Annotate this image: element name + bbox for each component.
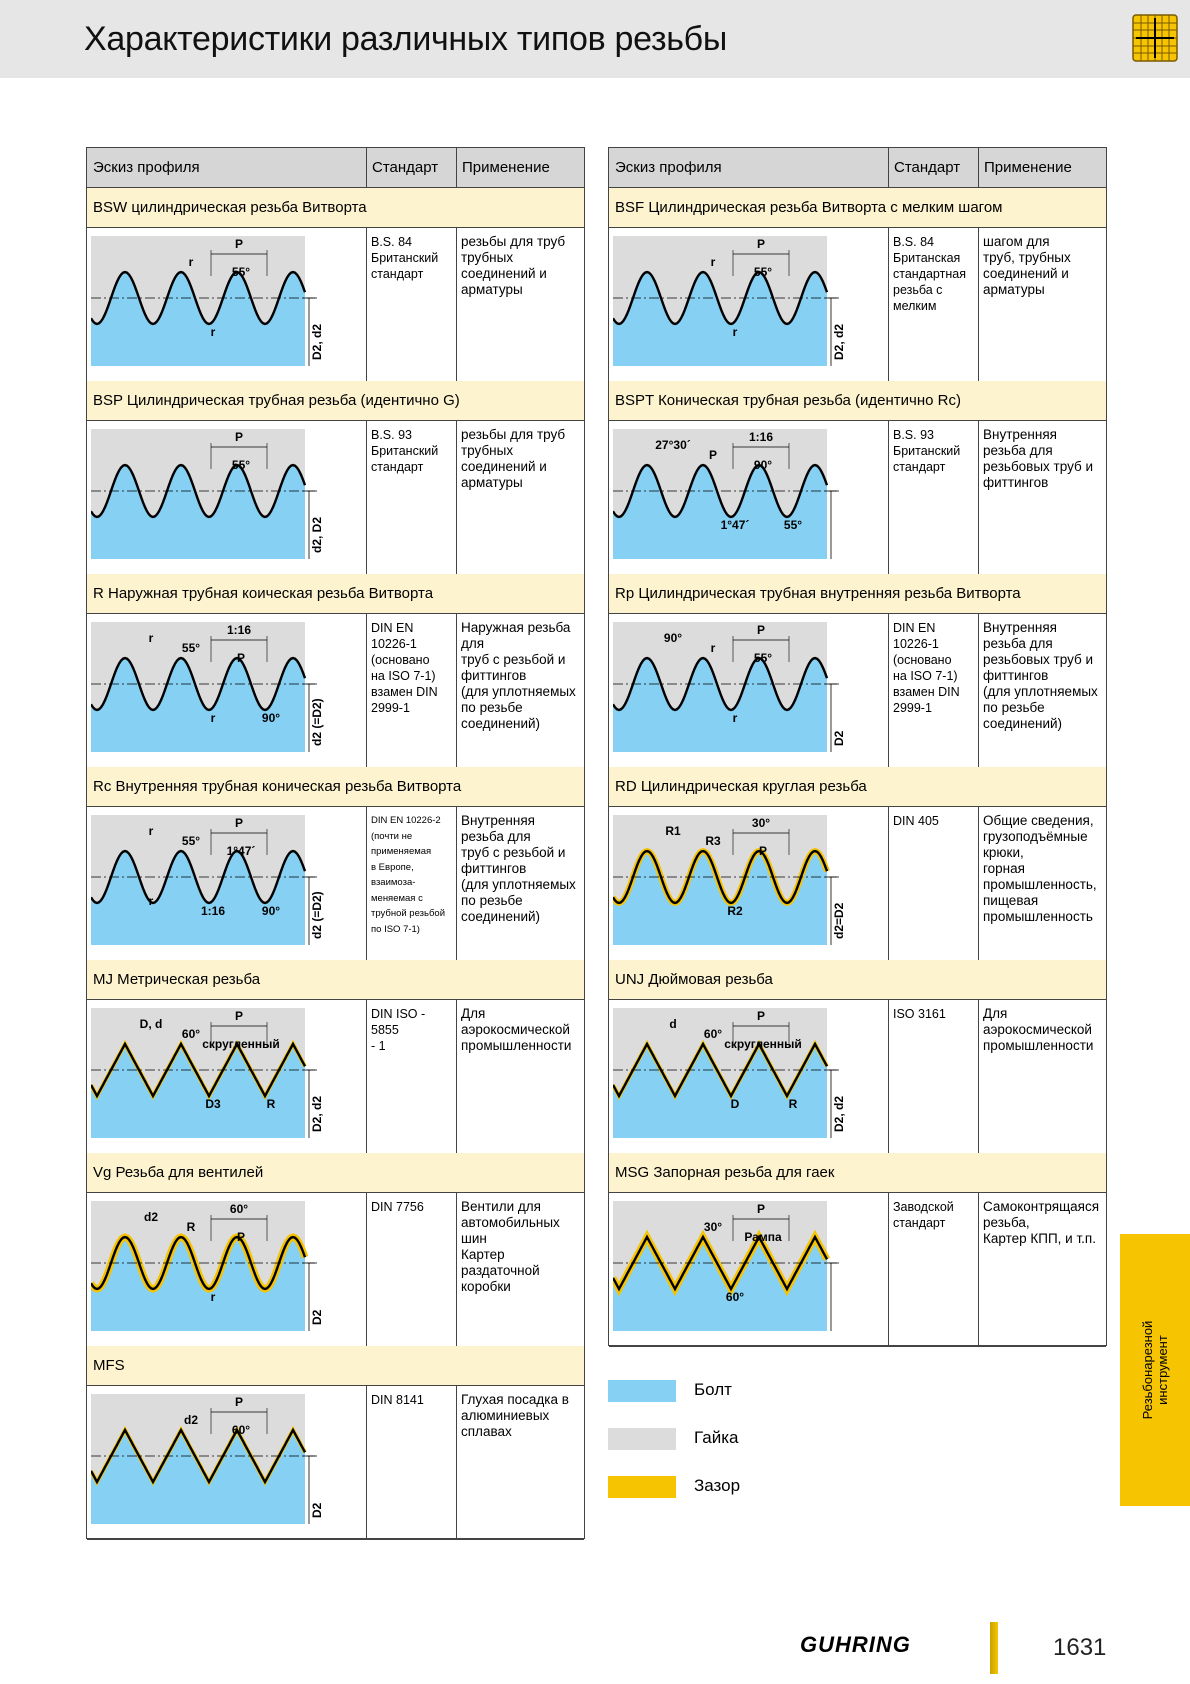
divider [456,421,457,574]
sketch-label: P [756,1202,766,1216]
right-thread-table [608,147,1107,1346]
application-line: по резьбе [461,700,523,715]
application-line: по резьбе [983,700,1045,715]
standard-line: DIN ISO - 5855 [371,1007,426,1037]
standard-line: 10226-1 [893,637,939,651]
legend-swatch-nut [608,1428,676,1450]
application-line: резьба, [983,1215,1030,1230]
application-line: (для уплотняемых [983,684,1098,699]
sketch-label: 1:16 [200,904,226,918]
thread-type-row [609,1193,1106,1347]
brand-logo: GUHRING [800,1632,911,1657]
thread-type-row [87,228,584,382]
divider [888,807,889,960]
standard-line: стандарт [893,1216,946,1230]
thread-type-title: Rp Цилиндрическая трубная внутренняя резьба Витворта [609,574,1106,614]
application-line: горная [983,861,1025,876]
application-cell [983,813,1103,925]
thread-profile-sketch [91,815,325,945]
thread-type-title: BSW цилиндрическая резьба Витворта [87,188,584,228]
thread-profile-sketch [91,429,325,559]
sketch-label: d2=D2 [832,902,846,939]
standard-line: (основано [893,653,952,667]
application-line: Картер КПП, и т.п. [983,1231,1096,1246]
sketch-label: скругленный [724,1037,802,1051]
sketch-label: r [710,255,716,269]
sketch-label: 90° [753,458,773,472]
header-sketch: Эскиз профиля [93,159,200,176]
divider [978,421,979,574]
application-line: резьба для [983,443,1053,458]
application-line: фиттингов [983,668,1049,683]
application-line: промышленность, [983,877,1097,892]
thread-profile-sketch [91,1394,325,1524]
standard-line: Британский [371,251,439,265]
application-line: Внутренняя [983,620,1057,635]
application-line: фиттингов [983,475,1049,490]
application-line: Наружная резьба [461,620,571,635]
standard-cell [893,620,975,716]
sketch-label: 60° [703,1027,723,1041]
application-cell [461,234,581,298]
sketch-label: r [210,1290,216,1304]
sketch-label: D, d [139,1017,163,1031]
sketch-label: r [732,711,738,725]
sketch-label: P [234,816,244,830]
thread-type-title: BSP Цилиндрическая трубная резьба (идентично G) [87,381,584,421]
application-line: соединений и [983,266,1069,281]
sketch-label: 1:16 [226,623,252,637]
sketch-label: d [669,1017,677,1031]
legend-label-nut: Гайка [694,1428,739,1447]
thread-profile-sketch [91,1008,325,1138]
application-line: шагом для [983,234,1050,249]
standard-line: в Европе, [371,861,414,873]
application-line: Для [983,1006,1008,1021]
sketch-label: 55° [231,458,251,472]
divider [888,421,889,574]
thread-type-title: BSF Цилиндрическая резьба Витворта с мелким шагом [609,188,1106,228]
sketch-label: P [758,844,768,858]
thread-profile-sketch [613,236,847,366]
sketch-label: d2 [183,1413,199,1427]
application-line: резьбы для труб [461,234,566,249]
sketch-label: R1 [665,824,681,838]
legend-label-gap: Зазор [694,1476,741,1495]
divider [978,1000,979,1153]
thread-type-title: MJ Метрическая резьба [87,960,584,1000]
thread-type-row [87,1000,584,1154]
table-header [87,148,584,188]
divider [366,1386,367,1539]
thread-type-title: MFS [87,1346,584,1386]
thread-profile-sketch [613,429,847,559]
thread-type-title: MSG Запорная резьба для гаек [609,1153,1106,1193]
application-line: арматуры [983,282,1045,297]
page-header [0,0,1190,78]
divider [888,614,889,767]
application-line: соединений и [461,459,547,474]
standard-line: DIN EN [371,621,414,635]
sketch-label: D2 [310,1502,324,1518]
standard-line: меняемая с [371,892,423,904]
application-line: Вентили для [461,1199,541,1214]
sketch-label: 90° [261,904,281,918]
standard-cell [371,234,453,282]
application-line: труб с резьбой и [461,652,566,667]
application-line: резьбовых труб и [983,459,1094,474]
application-cell [983,620,1103,732]
standard-cell [893,1199,975,1231]
divider [366,1193,367,1346]
header-sketch: Эскиз профиля [615,159,722,176]
sketch-label: 55° [231,265,251,279]
sketch-label: 30° [751,816,771,830]
thread-type-row [609,807,1106,961]
thread-profile-sketch [91,1201,325,1331]
standard-cell [371,1392,453,1408]
standard-cell [371,427,453,475]
application-line: арматуры [461,475,523,490]
sketch-label: 1°47´ [226,844,256,858]
application-line: резьбы для труб [461,427,566,442]
divider [366,614,367,767]
standard-line: стандарт [893,460,946,474]
standard-line: Британская [893,251,961,265]
sketch-label: 55° [753,651,773,665]
thread-grid-icon [1132,14,1178,62]
standard-cell [371,1006,453,1054]
application-cell [461,427,581,491]
application-line: Самоконтрящаяся [983,1199,1100,1214]
thread-profile-sketch [613,815,847,945]
standard-cell [893,813,975,829]
header-application: Применение [462,159,550,176]
application-line: грузоподъёмные [983,829,1088,844]
standard-line: - 1 [371,1039,386,1053]
application-line: Картер [461,1247,505,1262]
standard-line: (почти не [371,830,413,842]
sketch-label: 1:16 [748,430,774,444]
sketch-label: r [710,641,716,655]
standard-line: взамен DIN [893,685,960,699]
application-line: соединений) [983,716,1063,731]
application-cell [461,813,581,925]
standard-line: 2999-1 [371,701,410,715]
header-standard: Стандарт [372,159,439,176]
application-line: труб с резьбой и [461,845,566,860]
footer-accent-bar [990,1622,998,1674]
application-line: аэрокосмической [983,1022,1092,1037]
thread-type-title: UNJ Дюймовая резьба [609,960,1106,1000]
application-line: раздаточной [461,1263,540,1278]
sketch-label: P [234,1395,244,1409]
divider [978,807,979,960]
thread-type-title: Rc Внутренняя трубная коническая резьба Витворта [87,767,584,807]
divider [366,148,367,187]
standard-line: мелким [893,299,937,313]
legend [608,1380,808,1500]
header-application: Применение [984,159,1072,176]
standard-cell [371,813,453,937]
sketch-label: D2, d2 [832,323,846,360]
application-cell [461,1006,581,1054]
divider [366,1000,367,1153]
standard-line: B.S. 93 [371,428,412,442]
application-line: Внутренняя [461,813,535,828]
application-line: автомобильных [461,1215,560,1230]
sketch-label: d2 [143,1210,159,1224]
sketch-label: D2, d2 [310,1095,324,1132]
standard-cell [893,427,975,475]
sketch-label: P [234,237,244,251]
sketch-label: P [756,1009,766,1023]
sketch-label: R [266,1097,276,1111]
application-line: соединений) [461,716,541,731]
sketch-label: 60° [229,1202,249,1216]
thread-type-row [609,421,1106,575]
standard-cell [371,620,453,716]
divider [888,1000,889,1153]
sketch-label: r [148,894,154,908]
sketch-label: P [234,430,244,444]
divider [888,228,889,381]
standard-line: B.S. 84 [371,235,412,249]
application-line: шин [461,1231,487,1246]
divider [456,807,457,960]
thread-type-row [87,1193,584,1347]
header-standard: Стандарт [894,159,961,176]
legend-swatch-bolt [608,1380,676,1402]
sketch-label: r [210,711,216,725]
divider [456,1386,457,1539]
standard-line: взамен DIN [371,685,438,699]
sketch-label: d2 (=D2) [310,698,324,746]
application-line: Общие сведения, [983,813,1094,828]
left-thread-table [86,147,585,1539]
divider [456,1000,457,1153]
standard-line: по ISO 7-1) [371,923,420,935]
sketch-label: R [788,1097,798,1111]
application-cell [983,1006,1103,1054]
thread-type-row [609,614,1106,768]
sketch-label: r [148,631,154,645]
divider [366,421,367,574]
sketch-label: r [732,325,738,339]
application-line: алюминиевых [461,1408,550,1423]
sketch-label: P [234,1009,244,1023]
application-cell [983,427,1103,491]
sketch-label: 60° [181,1027,201,1041]
section-side-tab[interactable] [1120,1234,1190,1506]
sketch-label: 60° [725,1290,745,1304]
thread-type-row [609,1000,1106,1154]
application-line: аэрокосмической [461,1022,570,1037]
thread-profile-sketch [91,622,325,752]
application-line: Глухая посадка в [461,1392,569,1407]
sketch-label: P [708,448,718,462]
thread-type-row [87,614,584,768]
standard-line: DIN EN [893,621,936,635]
application-line: коробки [461,1279,511,1294]
application-cell [983,234,1103,298]
page-title: Характеристики различных типов резьбы [84,20,727,58]
standard-line: (основано [371,653,430,667]
application-line: арматуры [461,282,523,297]
divider [978,614,979,767]
application-line: (для уплотняемых [461,877,576,892]
standard-line: трубной резьбой [371,908,445,919]
standard-line: на ISO 7-1) [893,669,958,683]
sketch-label: D2 [310,1309,324,1325]
sketch-label: d2 (=D2) [310,891,324,939]
sketch-label: r [148,824,154,838]
standard-line: Британский [893,444,961,458]
standard-line: стандарт [371,460,424,474]
standard-line: 2999-1 [893,701,932,715]
divider [456,148,457,187]
application-line: фиттингов [461,668,527,683]
application-line: для [461,636,485,651]
standard-cell [893,1006,975,1022]
sketch-label: 55° [181,834,201,848]
sketch-label: 90° [261,711,281,725]
application-line: (для уплотняемых [461,684,576,699]
thread-type-title: R Наружная трубная коическая резьба Витворта [87,574,584,614]
divider [366,228,367,381]
page-number: 1631 [1053,1634,1107,1661]
thread-type-row [87,1386,584,1540]
sketch-label: P [756,623,766,637]
sketch-label: d2, D2 [310,516,324,553]
standard-line: B.S. 93 [893,428,934,442]
thread-type-title: BSPT Коническая трубная резьба (идентично Rc) [609,381,1106,421]
application-line: соединений) [461,909,541,924]
application-line: Для [461,1006,486,1021]
divider [456,1193,457,1346]
sketch-label: P [756,237,766,251]
application-cell [983,1199,1103,1247]
application-line: пищевая [983,893,1039,908]
application-line: Внутренняя [983,427,1057,442]
standard-line: применяемая [371,846,432,857]
divider [456,614,457,767]
sketch-label: 27°30´ [655,438,691,452]
application-line: труб, трубных [983,250,1071,265]
standard-line: DIN 405 [893,814,939,828]
sketch-label: R2 [727,904,743,918]
thread-profile-sketch [613,622,847,752]
thread-profile-sketch [613,1008,847,1138]
application-line: резьба для [461,829,531,844]
standard-line: DIN EN 10226-2 [371,815,441,826]
application-line: трубных [461,250,514,265]
sketch-label: скругленный [202,1037,280,1051]
sketch-label: R3 [705,834,721,848]
side-tab-line-1: Резьбонарезной [1140,1320,1155,1420]
application-cell [461,620,581,732]
standard-line: DIN 7756 [371,1200,424,1214]
table-header [609,148,1106,188]
application-line: промышленность [983,909,1093,924]
standard-line: на ISO 7-1) [371,669,436,683]
application-cell [461,1199,581,1295]
sketch-label: D2 [832,730,846,746]
standard-line: B.S. 84 [893,235,934,249]
thread-type-title: Vg Резьба для вентилей [87,1153,584,1193]
standard-line: резьба с [893,283,943,297]
sketch-label: D3 [205,1097,221,1111]
side-tab-line-2: инструмент [1155,1335,1170,1405]
sketch-label: 30° [703,1220,723,1234]
divider [978,1193,979,1346]
sketch-label: 55° [181,641,201,655]
thread-profile-sketch [613,1201,847,1331]
thread-type-title: RD Цилиндрическая круглая резьба [609,767,1106,807]
thread-type-row [87,421,584,575]
standard-line: стандартная [893,267,966,281]
divider [888,148,889,187]
standard-line: Британский [371,444,439,458]
sketch-label: D [730,1097,740,1111]
standard-cell [893,234,975,314]
divider [978,228,979,381]
standard-line: ISO 3161 [893,1007,946,1021]
sketch-label: r [210,325,216,339]
divider [366,807,367,960]
application-line: сплавах [461,1424,512,1439]
standard-line: стандарт [371,267,424,281]
sketch-label: D2, d2 [310,323,324,360]
sketch-label: 90° [663,631,683,645]
sketch-label: R [186,1220,196,1234]
sketch-label: 60° [231,1423,251,1437]
thread-type-row [609,228,1106,382]
application-line: по резьбе [461,893,523,908]
sketch-label: r [188,255,194,269]
thread-profile-sketch [91,236,325,366]
application-line: резьба для [983,636,1053,651]
sketch-label: P [236,1230,246,1244]
standard-line: Заводской [893,1200,954,1214]
application-line: резьбовых труб и [983,652,1094,667]
legend-swatch-gap [608,1476,676,1498]
sketch-label: Рампа [744,1230,782,1244]
application-line: фиттингов [461,861,527,876]
application-line: промышленности [983,1038,1094,1053]
application-line: трубных [461,443,514,458]
application-line: соединений и [461,266,547,281]
sketch-label: 55° [753,265,773,279]
application-cell [461,1392,581,1440]
sketch-label: 55° [783,518,803,532]
standard-line: 10226-1 [371,637,417,651]
sketch-label: D2, d2 [832,1095,846,1132]
standard-line: взаимоза- [371,877,416,888]
thread-type-row [87,807,584,961]
divider [978,148,979,187]
divider [456,228,457,381]
standard-line: DIN 8141 [371,1393,424,1407]
sketch-label: P [236,651,246,665]
sketch-label: 1°47´ [720,518,750,532]
standard-cell [371,1199,453,1215]
application-line: промышленности [461,1038,572,1053]
application-line: крюки, [983,845,1024,860]
divider [888,1193,889,1346]
legend-label-bolt: Болт [694,1380,732,1399]
